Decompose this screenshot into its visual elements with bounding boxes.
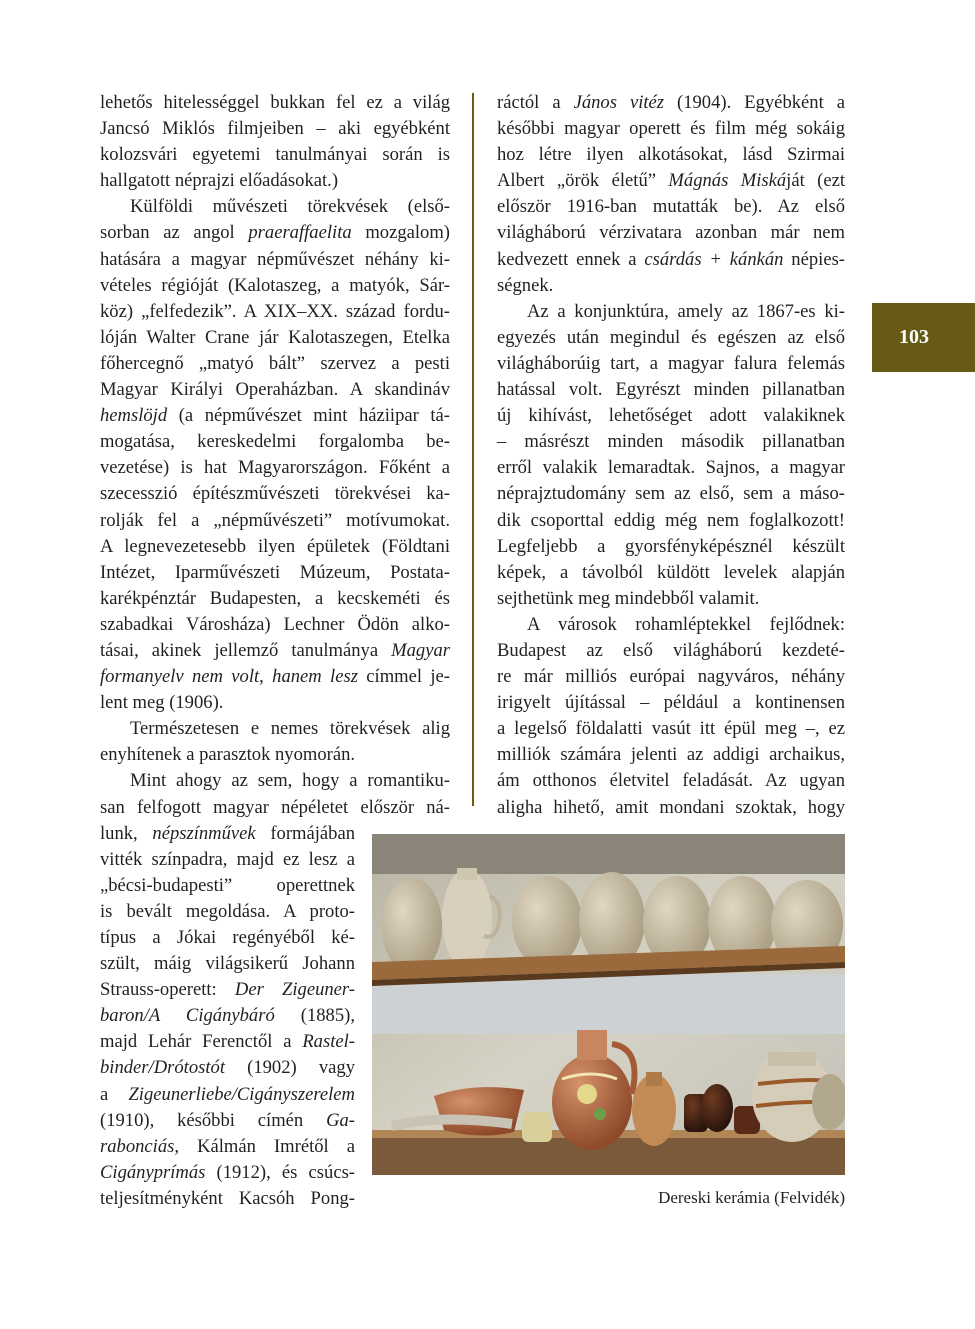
text-line: karékpénztár Budapesten, a kecskeméti és <box>100 587 450 609</box>
text-line: erről valakik lemaradtak. Sajnos, a magyar <box>497 457 845 479</box>
text-line: Mint ahogy az sem, hogy a romantiku- <box>130 770 450 792</box>
text-line: szabadkai Városháza) Lechner Ödön alko- <box>100 613 450 635</box>
text-line: ám otthonos életvitel feladását. Az ugyan <box>497 770 845 792</box>
text-line: világháború vérzivatara azonban már nem <box>497 222 845 244</box>
ceramics-illustration <box>372 834 845 1175</box>
paragraph <box>100 194 450 716</box>
text-line: teljesítményként Kacsóh Pong- <box>100 1187 355 1209</box>
text-line: először 1916-ban mutatták be). Az első <box>497 196 845 218</box>
text-line: Az a konjunktúra, amely az 1867-es ki- <box>527 300 845 322</box>
text-line: kedvezett ennek a csárdás + kánkán népies- <box>497 248 845 270</box>
text-line: új kihívást, lehetőséget adott valakiknek <box>497 405 845 427</box>
text-line: „bécsi-budapesti” operettnek <box>100 874 355 896</box>
paragraph <box>497 612 845 821</box>
text-line: lehetős hitelességgel bukkan fel ez a világ <box>100 92 450 113</box>
text-line: szült, máig világsikerű Johann <box>100 953 355 975</box>
text-line: Cigányprímás (1912), és csúcs- <box>100 1161 355 1183</box>
text-line: hemslöjd (a népművészet mint háziipar tá- <box>100 405 450 427</box>
text-line: későbbi magyar operett és film még sokáig <box>497 118 845 140</box>
text-line: re már milliós európai nagyváros, néhány <box>497 666 845 688</box>
text-line: Külföldi művészeti törekvések (első- <box>130 196 450 218</box>
photo-caption: Dereski kerámia (Felvidék) <box>658 1188 845 1207</box>
text-line: Strauss-operett: Der Zigeuner- <box>100 979 355 1001</box>
text-line: A városok rohamléptekkel fejlődnek: <box>527 613 845 635</box>
text-line: baron/A Cigánybáró (1885), <box>100 1005 355 1027</box>
text-line: aligha hihető, amit mondani szoktak, hogy <box>497 796 845 818</box>
text-line: rolják fel a „népművészeti” motívumokat. <box>100 509 450 531</box>
text-line: sejthetünk meg mindebből valamit. <box>497 587 760 609</box>
text-line: is bevált megoldása. A proto- <box>100 900 355 922</box>
text-line: Jancsó Miklós filmjeiben – aki egyébként <box>100 118 450 140</box>
text-line: tásai, akinek jellemző tanulmánya Magyar <box>100 639 450 661</box>
text-line: vezetése) is hat Magyarországon. Főként a <box>100 457 450 479</box>
text-line: Budapest az első világháború kezdeté- <box>497 639 845 661</box>
text-line: lunk, népszínművek formájában <box>100 822 355 844</box>
text-line: Magyar Királyi Operaházban. A skandináv <box>100 379 450 401</box>
text-line: Természetesen e nemes törekvések alig <box>130 718 450 740</box>
text-line: enyhítenek a parasztok nyomorán. <box>100 744 356 766</box>
text-line: lent meg (1906). <box>100 692 224 714</box>
text-line: néprajztudomány sem az első, sem a máso- <box>497 483 845 505</box>
text-line: dik csoporttal eddig még nem foglalkozott! <box>497 509 845 531</box>
text-line: a Zigeunerliebe/Cigányszerelem <box>100 1083 355 1105</box>
text-line: hallgatott néprajzi előadásokat.) <box>100 170 339 192</box>
text-line: irigyelt újítással – például a kontinensen <box>497 692 845 714</box>
text-line: sorban az angol praeraffaelita mozgalom) <box>100 222 450 244</box>
text-line: binder/Drótostót (1902) vagy <box>100 1057 355 1079</box>
text-line: szecesszió építészművészeti törekvései ka- <box>100 483 450 505</box>
text-line: vitték színpadra, majd ez lesz a <box>100 848 355 870</box>
text-line: hatással volt. Egyrészt minden pillanatban <box>497 379 845 401</box>
text-line: formanyelv nem volt, hanem lesz címmel je- <box>100 666 450 688</box>
paragraph <box>100 716 450 768</box>
text-line: hatására a magyar népművészet néhány ki- <box>100 248 450 270</box>
text-line: ráctól a János vitéz (1904). Egyébként a <box>497 92 845 113</box>
text-line: képek, a távolból küldött levelek alapján <box>497 561 845 583</box>
text-line: egyezés után megindul és egészen az első <box>497 326 845 348</box>
text-line: világháborúig tart, a magyar falura felemás <box>497 352 845 374</box>
text-line: vételes régióját (Kalotaszeg, a matyók, Sár- <box>100 274 450 296</box>
text-line: kolozsvári egyetemi tanulmányai során is <box>100 144 450 166</box>
text-line: hoz létre ilyen alkotásokat, lásd Szirmai <box>497 144 845 166</box>
text-line: főhercegnő „matyó bált” szervez a pesti <box>100 352 450 374</box>
page-number-tab: 103 <box>872 303 975 372</box>
text-line: típus a Jókai regényéből ké- <box>100 927 355 948</box>
text-line: ségnek. <box>497 274 554 296</box>
text-line: majd Lehár Ferenctől a Rastel- <box>100 1031 355 1053</box>
text-line: köz) „felfedezik”. A XIX–XX. század fordu- <box>100 300 450 322</box>
paragraph <box>497 299 845 612</box>
text-line: milliók számára jelenti az addigi archaikus, <box>497 744 845 766</box>
text-line: san felfogott magyar népéletet először ná- <box>100 796 450 818</box>
text-line: Intézet, Iparművészeti Múzeum, Postata- <box>100 561 450 583</box>
right-column <box>497 90 845 821</box>
text-line: a legelső földalatti vasút itt épül meg –, ez <box>497 718 845 740</box>
text-line: (1910), későbbi címén Ga- <box>100 1109 355 1131</box>
text-line: Legfeljebb a gyorsfényképésznél készült <box>497 535 845 557</box>
text-line: – másrészt minden második pillanatban <box>497 431 845 453</box>
text-line: rabonciás, Kálmán Imrétől a <box>100 1135 355 1157</box>
paragraph <box>100 90 450 194</box>
text-line: A legnevezetesebb ilyen épületek (Földtani <box>100 535 450 557</box>
paragraph <box>497 90 845 299</box>
text-line: mogatása, kereskedelmi forgalomba be- <box>100 431 450 453</box>
column-divider <box>472 93 474 806</box>
text-line: lóján Walter Crane jár Kalotaszegen, Etelka <box>100 326 450 348</box>
text-line: Albert „örök életű” Mágnás Miskáját (ezt <box>497 170 845 192</box>
ceramics-photo <box>372 834 845 1175</box>
